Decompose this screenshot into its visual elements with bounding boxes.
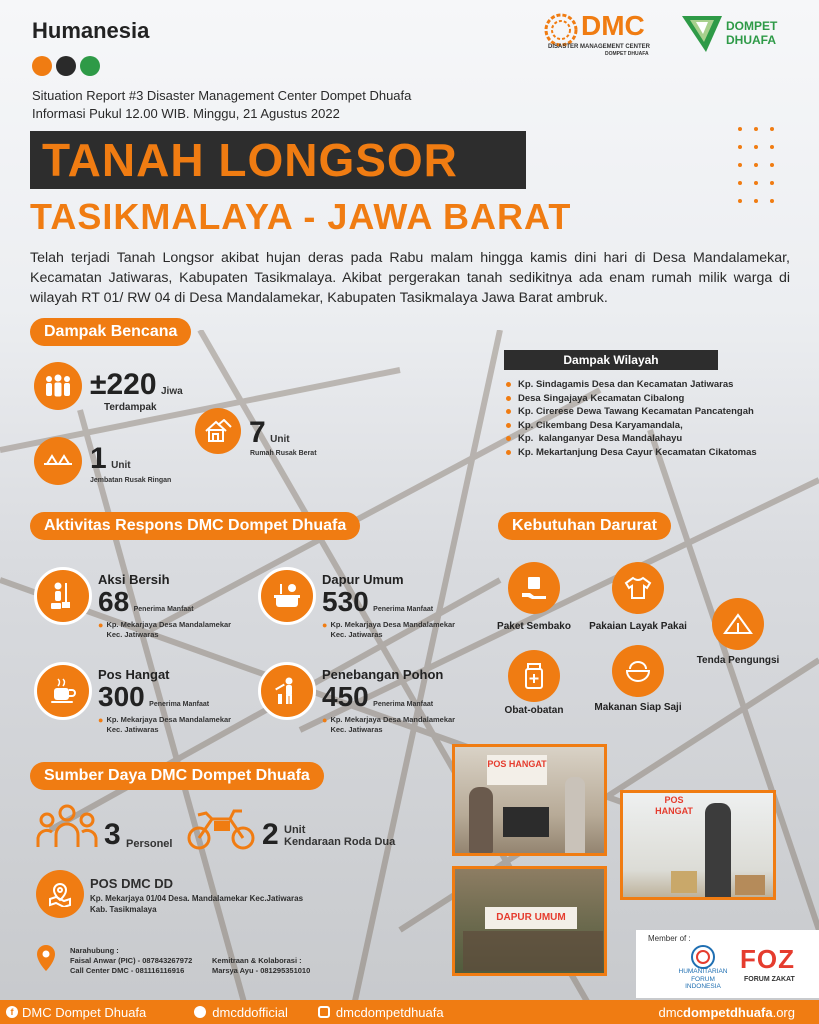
dmc-text: DMC: [581, 10, 645, 41]
aksi-bersih-stat: [98, 586, 194, 618]
hfi-line1: HUMANITARIAN: [678, 968, 728, 975]
penebangan-value: 450: [322, 681, 369, 712]
groceries-icon: [508, 562, 560, 614]
loc-line2: Kec. Jatiwaras: [330, 630, 383, 639]
wilayah-item-text: Kp. Cirerese Dewa Tawang Kecamatan Pancatengah: [518, 406, 754, 418]
personnel-icon: [36, 803, 98, 851]
hot-drink-icon: [34, 662, 92, 720]
aksi-bersih-unit: Penerima Manfaat: [133, 606, 194, 613]
footer-instagram[interactable]: [318, 1005, 444, 1020]
pos-dmc-addr1: Kp. Mekarjaya 01/04 Desa. Mandalamekar Kec.Jatiwaras: [90, 894, 304, 903]
narahubung-label: Narahubung :: [70, 946, 119, 955]
report-line1: Situation Report #3 Disaster Management Center Dompet Dhuafa: [32, 88, 412, 103]
wilayah-item: [506, 392, 806, 406]
personel-label: Personel: [126, 838, 173, 850]
pos-dmc-title: POS DMC DD: [90, 876, 174, 891]
jiwa-unit: Jiwa: [160, 386, 183, 397]
loc-line2: Kec. Jatiwaras: [106, 630, 159, 639]
kendaraan-label: Kendaraan Roda Dua: [284, 836, 396, 848]
footer-bar: [0, 1000, 819, 1024]
kebutuhan-heading: Kebutuhan Darurat: [498, 512, 671, 540]
loc-line1: Kp. Mekarjaya Desa Mandalamekar: [330, 620, 456, 629]
sumber-heading: Sumber Daya DMC Dompet Dhuafa: [30, 762, 324, 790]
pic-contact: Faisal Anwar (PIC) - 087843267972: [70, 956, 193, 965]
jembatan-value: 1: [90, 442, 107, 475]
pos-dmc-addr2: Kab. Tasikmalaya: [90, 905, 157, 914]
wilayah-heading: Dampak Wilayah: [504, 350, 718, 370]
footer-twitter[interactable]: [194, 1005, 288, 1020]
need-label-makanan: Makanan Siap Saji: [594, 702, 682, 713]
twitter-handle: dmcddofficial: [212, 1004, 288, 1020]
wilayah-item-text: Kp. Mekartanjung Desa Cayur Kecamatan Cikatomas: [518, 446, 757, 458]
aktivitas-heading: Aktivitas Respons DMC Dompet Dhuafa: [30, 512, 360, 540]
wilayah-item-text: Kp. Sindagamis Desa dan Kecamatan Jatiwaras: [518, 379, 734, 391]
need-label-tenda: Tenda Pengungsi: [696, 655, 780, 666]
hfi-text: [658, 968, 748, 991]
rumah-value: 7: [249, 416, 266, 449]
call-center-contact: Call Center DMC - 081116116916: [70, 966, 185, 975]
dapur-umum-location: [322, 620, 455, 640]
wilayah-item: [506, 432, 806, 446]
penebangan-unit: Penerima Manfaat: [373, 701, 434, 708]
report-line2: Informasi Pukul 12.00 WIB. Minggu, 21 Agustus 2022: [32, 106, 340, 121]
jembatan-unit: Unit: [111, 460, 131, 471]
intro-paragraph: Telah terjadi Tanah Longsor akibat hujan deras pada Rabu malam hingga kamis dini hari di Desa Mandalamekar, Kecamatan Jatiwaras, Kabupaten Tasikmalaya. Akibat pergerakan tanah sedikitnya ada enam rumah milik warga di wilayah RT 01/ RW 04 di Desa Mandalamekar, Kabupaten Tasikmalaya Jawa Barat ambruk.: [30, 250, 790, 306]
aksi-bersih-value: 68: [98, 586, 130, 617]
dampak-heading: Dampak Bencana: [30, 318, 191, 346]
dot-grid-decoration: [738, 127, 774, 203]
tree-cutting-icon: [258, 662, 316, 720]
jiwa-label: Terdampak: [104, 402, 157, 413]
pos-hangat-sign-2: POS HANGAT: [655, 795, 693, 816]
foz-subtitle: FORUM ZAKAT: [744, 976, 795, 983]
instagram-icon: [318, 1006, 330, 1018]
dapur-umum-unit: Penerima Manfaat: [373, 606, 434, 613]
house-icon: [195, 408, 241, 454]
footer-website[interactable]: [658, 1005, 795, 1020]
rumah-stat: [249, 416, 290, 450]
instagram-handle: dmcdompetdhuafa: [335, 1004, 444, 1020]
page-subtitle: TASIKMALAYA - JAWA BARAT: [30, 196, 572, 237]
wilayah-item: [506, 419, 806, 433]
shirt-icon: [612, 562, 664, 614]
dmc-ring-icon: [543, 12, 579, 48]
location-pin-icon: ●: [322, 715, 328, 725]
location-pin-icon: ●: [322, 620, 328, 630]
loc-line1: Kp. Mekarjaya Desa Mandalamekar: [330, 715, 456, 724]
dapur-umum-title: Dapur Umum: [322, 572, 404, 587]
jiwa-value: ±220: [90, 368, 157, 401]
page-title: TANAH LONGSOR: [42, 134, 458, 186]
dompet-dhuafa-logo: [680, 12, 800, 58]
tent-icon: [712, 598, 764, 650]
pos-hangat-title: Pos Hangat: [98, 667, 170, 682]
photo-pos-hangat-1: [452, 744, 607, 856]
dapur-umum-stat: [322, 586, 433, 618]
hfi-line3: INDONESIA: [685, 983, 721, 990]
pos-hangat-value: 300: [98, 681, 145, 712]
pos-hangat-location: [98, 715, 231, 735]
motorcycle-icon: [186, 805, 256, 851]
contact-pin-icon: [36, 944, 56, 972]
dmc-logo: [543, 10, 665, 58]
dhuafa-text: DHUAFA: [726, 33, 776, 47]
hfi-logo-icon: [686, 944, 720, 970]
wilayah-item-text: Kp. Cikembang Desa Karyamandala,: [518, 419, 683, 431]
aksi-bersih-title: Aksi Bersih: [98, 572, 170, 587]
footer-facebook[interactable]: [6, 1005, 146, 1020]
medicine-icon: [508, 650, 560, 702]
pos-hangat-unit: Penerima Manfaat: [149, 701, 210, 708]
loc-line1: Kp. Mekarjaya Desa Mandalamekar: [106, 715, 232, 724]
dapur-umum-sign: DAPUR UMUM: [485, 907, 577, 929]
member-of-panel: [636, 930, 819, 998]
rumah-label: Rumah Rusak Berat: [250, 450, 317, 457]
need-label-obat: Obat-obatan: [504, 705, 564, 716]
pos-hangat-sign: POS HANGAT: [487, 755, 547, 785]
kemitraan-label: Kemitraan & Kolaborasi :: [212, 956, 302, 965]
wilayah-item-text: Kp. kalanganyar Desa Mandalahayu: [518, 433, 683, 445]
website-suffix: .org: [772, 1004, 795, 1020]
kendaraan-value: 2: [262, 818, 279, 851]
location-pin-icon: ●: [98, 715, 104, 725]
penebangan-stat: [322, 681, 433, 713]
loc-line2: Kec. Jatiwaras: [106, 725, 159, 734]
facebook-handle: DMC Dompet Dhuafa: [22, 1004, 147, 1020]
jembatan-label: Jembatan Rusak Ringan: [90, 477, 172, 484]
loc-line1: Kp. Mekarjaya Desa Mandalamekar: [106, 620, 232, 629]
marsya-contact: Marsya Ayu - 081295351010: [212, 966, 311, 975]
photo-pos-hangat-2: [620, 790, 776, 900]
wilayah-item: [506, 378, 806, 392]
jiwa-stat: [90, 368, 183, 402]
member-of-label: Member of :: [648, 934, 691, 943]
humanesia-logo: Humanesia: [32, 18, 150, 43]
photo-dapur-umum: [452, 866, 607, 976]
website-main: dompetdhuafa: [683, 1004, 773, 1020]
aksi-bersih-location: [98, 620, 231, 640]
food-bowl-icon: [612, 645, 664, 697]
need-label-sembako: Paket Sembako: [497, 621, 571, 632]
penebangan-title: Penebangan Pohon: [322, 667, 444, 682]
need-label-pakaian: Pakaian Layak Pakai: [589, 621, 687, 632]
dmc-sub2: DOMPET DHUAFA: [605, 51, 649, 57]
facebook-icon: f: [6, 1006, 18, 1018]
kendaraan-unit: Unit: [284, 824, 306, 836]
hfi-line2: FORUM: [691, 975, 715, 983]
dmc-sub1: DISASTER MANAGEMENT CENTER: [548, 44, 651, 50]
title-banner: [30, 131, 526, 189]
dapur-umum-value: 530: [322, 586, 369, 617]
loc-line2: Kec. Jatiwaras: [330, 725, 383, 734]
cleaning-icon: [34, 567, 92, 625]
wilayah-item-text: Desa Singajaya Kecamatan Cibalong: [518, 392, 685, 404]
penebangan-location: [322, 715, 455, 735]
people-icon: [34, 362, 82, 410]
kendaraan-text: [284, 824, 395, 848]
kemitraan-block: [212, 956, 310, 976]
narahubung-block: [70, 946, 192, 976]
bridge-icon: [34, 437, 82, 485]
cooking-icon: [258, 567, 316, 625]
pos-hangat-stat: [98, 681, 209, 713]
twitter-icon: [194, 1006, 206, 1018]
location-pin-icon: ●: [98, 620, 104, 630]
website-prefix: dmc: [658, 1004, 684, 1020]
jembatan-stat: [90, 442, 131, 476]
wilayah-item: [506, 446, 806, 460]
wilayah-item: [506, 405, 806, 419]
map-pin-icon: [36, 870, 84, 918]
wilayah-list: [506, 378, 806, 459]
foz-logo: FOZ: [740, 944, 795, 974]
rumah-unit: Unit: [270, 434, 290, 445]
dompet-dhuafa-icon: [680, 12, 724, 54]
personel-value: 3: [104, 818, 121, 851]
humanesia-dots: [32, 56, 100, 76]
dompet-text: DOMPET: [726, 19, 778, 33]
